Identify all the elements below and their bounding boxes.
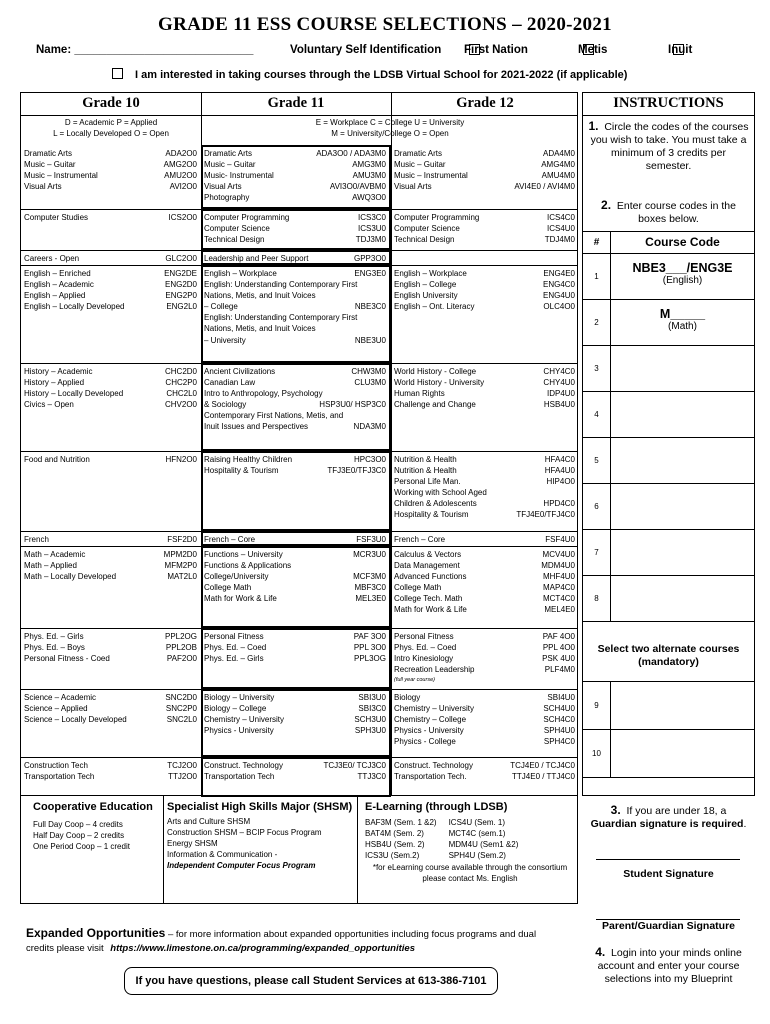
course-option[interactable]: Working with School Aged	[394, 488, 487, 498]
course-code-row[interactable]	[583, 392, 754, 438]
course-option[interactable]: Math for Work & Life MEL3E0	[204, 594, 386, 604]
course-option[interactable]: Data Management MDM4U0	[394, 561, 575, 571]
grade-11-courses	[204, 366, 386, 433]
course-option[interactable]: Functions & Applications	[204, 561, 292, 571]
course-option[interactable]: Music – Guitar AMG4M0	[394, 160, 575, 170]
course-option[interactable]: Contemporary First Nations, Metis, and	[204, 411, 344, 421]
alternate-course-input[interactable]	[611, 730, 754, 777]
alternate-courses-label: Select two alternate courses (mandatory)	[597, 643, 740, 668]
course-option[interactable]: Personal Life Man. HIP4O0	[394, 477, 575, 487]
course-option[interactable]: College Math MAP4C0	[394, 583, 575, 593]
student-services-box: If you have questions, please call Student Services at 613-386-7101	[124, 967, 498, 995]
inuit-checkbox[interactable]	[673, 44, 684, 55]
grade-12-header: Grade 12	[456, 95, 514, 111]
step-1: 1. Circle the codes of the courses you wish to take. You must take a minimum of 3 credits per semester.	[588, 119, 749, 172]
course-option[interactable]: French – Core FSF3U0	[204, 535, 386, 544]
grade-12-courses	[394, 212, 575, 245]
course-option[interactable]: English – Locally Developed ENG2L0	[24, 302, 197, 312]
course-option[interactable]: History – Academic CHC2D0	[24, 367, 197, 376]
grade-10-courses	[24, 268, 197, 312]
course-option[interactable]: Computer Programming ICS3C0	[204, 213, 386, 222]
course-option[interactable]: Technical Design TDJ3M0	[204, 235, 386, 245]
course-option[interactable]: English – Enriched ENG2DE	[24, 269, 197, 278]
parent-signature-label: Parent/Guardian Signature	[601, 920, 736, 932]
program-item: ICS4U (Sem. 1)	[448, 818, 506, 827]
elearning-section: E-Learning (through LDSB) BAF3M (Sem. 1 &2) BAT4M (Sem. 2) HSB4U (Sem. 2) ICS3U (Sem.2) ICS4U (Sem. 1) MCT4C (sem.1) MDM4U (Sem1 &2) SPH4U (Sem.2) *for eLearning course available through the consortium please contact Ms. English	[365, 801, 568, 883]
expanded-opportunities-link[interactable]: https://www.limestone.on.ca/programming/expanded_opportunities	[110, 943, 415, 954]
course-option[interactable]: English: Understanding Contemporary First	[204, 280, 358, 290]
program-item: SPH4U (Sem.2)	[448, 851, 506, 860]
course-code-input[interactable]	[611, 576, 754, 621]
course-code-row[interactable]	[583, 346, 754, 392]
course-code-input[interactable]	[611, 392, 754, 437]
course-option[interactable]: Physics - University SPH4U0	[394, 726, 575, 736]
course-option[interactable]: English – Workplace ENG3E0	[204, 269, 386, 278]
program-item: Energy SHSM	[167, 839, 218, 848]
course-option[interactable]: Nutrition & Health HFA4U0	[394, 466, 575, 476]
row-number: 9	[583, 682, 611, 729]
course-option[interactable]: Chemistry – College SCH4C0	[394, 715, 575, 725]
program-item: Construction SHSM – BCIP Focus Program	[167, 828, 322, 837]
course-option[interactable]: Civics – Open CHV2O0	[24, 400, 197, 410]
course-option[interactable]: Visual Arts AVI3O0/AVBM0	[204, 182, 386, 192]
course-option[interactable]: Physics - College SPH4C0	[394, 737, 575, 747]
grade-12-courses	[394, 534, 575, 545]
instructions-header: INSTRUCTIONS	[613, 95, 724, 111]
grade-11-courses	[204, 454, 386, 476]
metis-checkbox[interactable]	[583, 44, 594, 55]
course-option[interactable]: College Math MBF3C0	[204, 583, 386, 593]
course-option[interactable]: French – Core FSF4U0	[394, 535, 575, 544]
course-option[interactable]: Recreation Leadership PLF4M0	[394, 665, 575, 675]
course-option[interactable]: Leadership and Peer Support GPP3O0	[204, 254, 386, 263]
course-option[interactable]: Math – Applied MFM2P0	[24, 561, 197, 571]
coop-section: Cooperative Education Full Day Coop – 4 credits Half Day Coop – 2 credits One Period Coop – 1 credit	[33, 801, 153, 851]
course-option[interactable]: Intro to Anthropology, Psychology	[204, 389, 323, 399]
grade-11-header: Grade 11	[267, 95, 325, 111]
course-option[interactable]: Biology SBI4U0	[394, 693, 575, 702]
step-3: 3. If you are under 18, a Guardian signature is required.	[590, 803, 747, 830]
course-option[interactable]: English – Academic ENG2D0	[24, 280, 197, 290]
course-option[interactable]: Technical Design TDJ4M0	[394, 235, 575, 245]
course-option[interactable]: Hospitality & Tourism TFJ3E0/TFJ3C0	[204, 466, 386, 476]
program-item: Independent Computer Focus Program	[167, 861, 316, 870]
program-item: Full Day Coop – 4 credits	[33, 820, 123, 829]
row-number: 8	[583, 576, 611, 621]
course-option[interactable]: Food and Nutrition HFN2O0	[24, 455, 197, 464]
course-option[interactable]: English: Understanding Contemporary First	[204, 313, 358, 323]
first-nation-checkbox[interactable]	[469, 44, 480, 55]
course-option[interactable]: Dramatic Arts ADA4M0	[394, 149, 575, 158]
course-option[interactable]: Music – Guitar AMG2O0	[24, 160, 197, 170]
course-code-input[interactable]	[611, 346, 754, 391]
course-option[interactable]: Transportation Tech TTJ2O0	[24, 772, 197, 782]
row-number: 5	[583, 438, 611, 483]
course-option[interactable]: Science – Applied SNC2P0	[24, 704, 197, 714]
grade-12-courses	[394, 366, 575, 410]
course-option[interactable]: History – Applied CHC2P0	[24, 378, 197, 388]
step-4: 4. Login into your minds online account and enter your course selections into my Blueprint	[595, 945, 742, 985]
alternate-course-row[interactable]	[583, 682, 754, 730]
course-code-row[interactable]	[583, 576, 754, 622]
student-signature-line[interactable]	[596, 840, 740, 860]
course-option[interactable]: Dramatic Arts ADA3O0 / ADA3M0	[204, 149, 386, 158]
course-option[interactable]: Construction Tech TCJ2O0	[24, 761, 197, 770]
course-option[interactable]: Chemistry – University SCH4U0	[394, 704, 575, 714]
grade-10-courses	[24, 454, 197, 465]
grade-11-courses	[204, 253, 386, 264]
row-number: 6	[583, 484, 611, 529]
course-option[interactable]: Careers - Open GLC2O0	[24, 254, 197, 263]
course-option[interactable]: Photography AWQ3O0	[204, 193, 386, 203]
grade-12-courses	[394, 148, 575, 192]
course-option[interactable]: World History - College CHY4C0	[394, 367, 575, 376]
grade-10-courses	[24, 631, 197, 664]
course-option[interactable]: Computer Programming ICS4C0	[394, 213, 575, 222]
grade-11-legend: E = Workplace C = College U = University M = University/College O = Open	[315, 118, 465, 138]
programs-box	[20, 796, 578, 904]
course-code-row[interactable]	[583, 300, 754, 346]
course-option[interactable]: Nations, Metis, and Inuit Voices	[204, 291, 316, 301]
course-option[interactable]: Phys. Ed. – Coed PPL 3O0	[204, 643, 386, 653]
alternate-course-table	[583, 681, 754, 758]
course-option[interactable]: Canadian Law CLU3M0	[204, 378, 386, 388]
row-number: 7	[583, 530, 611, 575]
course-option[interactable]: English University ENG4U0	[394, 291, 575, 301]
course-option[interactable]: Personal Fitness - Coed PAF2O0	[24, 654, 197, 664]
course-option[interactable]: Ancient Civilizations CHW3M0	[204, 367, 386, 376]
course-option[interactable]: Science – Locally Developed SNC2L0	[24, 715, 197, 725]
program-item: MDM4U (Sem1 &2)	[448, 840, 519, 849]
grade-10-courses	[24, 549, 197, 582]
grade-10-courses	[24, 534, 197, 545]
course-note: (full year course)	[394, 677, 435, 684]
course-option[interactable]: Phys. Ed. – Girls PPL2OG	[24, 632, 197, 641]
course-code-input[interactable]	[611, 484, 754, 529]
course-option[interactable]: Science – Academic SNC2D0	[24, 693, 197, 702]
course-option[interactable]: Music – Instrumental AMU2O0	[24, 171, 197, 181]
student-signature-label: Student Signature	[623, 868, 714, 880]
grade-12-courses	[394, 268, 575, 312]
course-option[interactable]: Children & Adolescents HPD4C0	[394, 499, 575, 509]
grade-11-courses	[204, 534, 386, 545]
course-option[interactable]: College Tech. Math MCT4C0	[394, 594, 575, 604]
course-option[interactable]: Computer Science ICS4U0	[394, 224, 575, 234]
course-option[interactable]: Math for Work & Life MEL4E0	[394, 605, 575, 615]
course-code-table	[583, 231, 754, 603]
course-option[interactable]: History – Locally Developed CHC2L0	[24, 389, 197, 399]
step-2: 2. Enter course codes in the boxes below.	[601, 198, 736, 225]
course-option[interactable]: World History - University CHY4U0	[394, 378, 575, 388]
course-option[interactable]: Transportation Tech. TTJ4E0 / TTJ4C0	[394, 772, 575, 782]
course-option[interactable]: College/University MCF3M0	[204, 572, 386, 582]
course-option[interactable]: Music- Instrumental AMU3M0	[204, 171, 386, 181]
course-option[interactable]: Computer Science ICS3U0	[204, 224, 386, 234]
row-number: 3	[583, 346, 611, 391]
grade-10-courses	[24, 760, 197, 782]
course-option[interactable]: Calculus & Vectors MCV4U0	[394, 550, 575, 559]
grade-10-header: Grade 10	[82, 95, 140, 111]
page-title: GRADE 11 ESS COURSE SELECTIONS – 2020-2021	[158, 14, 612, 35]
course-code-input[interactable]: M_____ (Math)	[659, 307, 706, 332]
course-option[interactable]: Dramatic Arts ADA2O0	[24, 149, 197, 158]
grade-10-courses	[24, 148, 197, 192]
program-item: Information & Communication -	[167, 850, 278, 859]
name-field[interactable]: Name: ____________________________	[36, 44, 254, 56]
course-option[interactable]: Computer Studies ICS2O0	[24, 213, 197, 222]
grade-10-legend: D = Academic P = Applied L = Locally Developed O = Open	[53, 118, 169, 138]
course-option[interactable]: Phys. Ed. – Boys PPL2OB	[24, 643, 197, 653]
course-code-input[interactable]	[611, 438, 754, 483]
row-number: 1	[583, 254, 611, 299]
virtual-school-checkbox[interactable]	[112, 68, 123, 79]
course-option[interactable]: Nations, Metis, and Inuit Voices	[204, 324, 316, 334]
grade-12-courses	[394, 454, 575, 521]
program-item: Arts and Culture SHSM	[167, 817, 251, 826]
course-option[interactable]: & Sociology HSP3U0/ HSP3C0	[204, 400, 386, 410]
course-option[interactable]: Hospitality & Tourism TFJ4E0/TFJ4C0	[394, 510, 575, 520]
grade-11-courses	[204, 549, 386, 604]
course-code-row[interactable]	[583, 438, 754, 484]
grade-11-courses	[204, 268, 386, 346]
parent-signature-line[interactable]	[596, 900, 740, 920]
signature-panel	[582, 796, 755, 1014]
course-option[interactable]: Intro Kinesiology PSK 4U0	[394, 654, 575, 664]
course-option[interactable]: Chemistry – University SCH3U0	[204, 715, 386, 725]
alternate-course-input[interactable]	[611, 682, 754, 729]
course-option[interactable]: – College NBE3C0	[204, 302, 386, 312]
row-number: 2	[583, 300, 611, 345]
course-option[interactable]: Biology – College SBI3C0	[204, 704, 386, 714]
course-option[interactable]: French FSF2D0	[24, 535, 197, 544]
grade-10-courses	[24, 212, 197, 223]
grade-10-courses	[24, 366, 197, 410]
program-item: One Period Coop – 1 credit	[33, 842, 130, 851]
grade-10-courses	[24, 253, 197, 264]
grade-11-courses	[204, 692, 386, 736]
course-option[interactable]: English – Ont. Literacy OLC4O0	[394, 302, 575, 312]
course-code-header: # Course Code	[583, 232, 754, 254]
course-option[interactable]: Inuit Issues and Perspectives NDA3M0	[204, 422, 386, 432]
course-option[interactable]: Personal Fitness PAF 3O0	[204, 632, 386, 641]
program-item: HSB4U (Sem. 2)	[365, 840, 425, 849]
voluntary-label: Voluntary Self Identification	[290, 44, 442, 56]
program-item: ICS3U (Sem.2)	[365, 851, 420, 860]
grade-11-courses	[204, 212, 386, 245]
course-option[interactable]: Human Rights IDP4U0	[394, 389, 575, 399]
program-item: MCT4C (sem.1)	[448, 829, 506, 838]
grade-11-courses	[204, 760, 386, 782]
grade-12-courses	[394, 760, 575, 782]
program-item: BAT4M (Sem. 2)	[365, 829, 424, 838]
row-number: 10	[583, 730, 611, 777]
course-code-input[interactable]	[611, 530, 754, 575]
course-option[interactable]: Advanced Functions MHF4U0	[394, 572, 575, 582]
course-option[interactable]: Biology – University SBI3U0	[204, 693, 386, 702]
expanded-opportunities: Expanded Opportunities – for more information about expanded opportunities including focus programs and dual credits please visit https://www.limestone.on.ca/programming/expanded_opportunities	[26, 926, 537, 954]
course-option[interactable]: Visual Arts AVI4E0 / AVI4M0	[394, 182, 575, 192]
course-option[interactable]: Transportation Tech TTJ3C0	[204, 772, 386, 782]
course-option[interactable]: – University NBE3U0	[204, 335, 386, 345]
course-option[interactable]: Math – Locally Developed MAT2L0	[24, 572, 197, 582]
course-code-row[interactable]	[583, 530, 754, 576]
course-option[interactable]: Visual Arts AVI2O0	[24, 182, 197, 192]
shsm-section: Specialist High Skills Major (SHSM) Arts and Culture SHSM Construction SHSM – BCIP Focus Program Energy SHSM Information & Communication - Independent Computer Focus Program	[167, 801, 353, 870]
grade-11-courses	[204, 631, 386, 664]
course-option[interactable]: Functions – University MCR3U0	[204, 550, 386, 559]
course-option[interactable]: English – College ENG4C0	[394, 280, 575, 290]
course-option[interactable]: Physics - University SPH3U0	[204, 726, 386, 736]
row-number: 4	[583, 392, 611, 437]
grade-12-courses	[394, 549, 575, 616]
alternate-course-row[interactable]	[583, 730, 754, 778]
course-code-input[interactable]: NBE3___/ENG3E (English)	[632, 261, 733, 286]
course-code-row[interactable]	[583, 254, 754, 300]
course-option[interactable]: Nutrition & Health HFA4C0	[394, 455, 575, 464]
instructions-panel	[582, 92, 755, 796]
course-grid	[20, 92, 578, 796]
course-option[interactable]: Personal Fitness PAF 4O0	[394, 632, 575, 641]
grade-10-courses	[24, 692, 197, 725]
course-option[interactable]: Phys. Ed. – Coed PPL 4O0	[394, 643, 575, 653]
program-item: Half Day Coop – 2 credits	[33, 831, 125, 840]
grade-12-courses	[394, 692, 575, 747]
course-option[interactable]: Music – Instrumental AMU4M0	[394, 171, 575, 181]
course-option[interactable]: English – Applied ENG2P0	[24, 291, 197, 301]
course-option[interactable]: Construct. Technology TCJ3E0/ TCJ3C0	[204, 761, 386, 770]
course-option[interactable]: Phys. Ed. – Girls PPL3OG	[204, 654, 386, 664]
grade-11-courses	[204, 148, 386, 203]
course-option[interactable]: Construct. Technology TCJ4E0 / TCJ4C0	[394, 761, 575, 770]
course-option[interactable]: Math – Academic MPM2D0	[24, 550, 197, 559]
course-option[interactable]: Raising Healthy Children HPC3O0	[204, 455, 386, 464]
course-option[interactable]: English – Workplace ENG4E0	[394, 269, 575, 278]
program-item: BAF3M (Sem. 1 &2)	[365, 818, 437, 827]
course-code-row[interactable]	[583, 484, 754, 530]
course-option[interactable]: Music – Guitar AMG3M0	[204, 160, 386, 170]
virtual-school-row: I am interested in taking courses through the LDSB Virtual School for 2021-2022 (if applicable)	[112, 68, 627, 81]
course-option[interactable]: Challenge and Change HSB4U0	[394, 400, 575, 410]
grade-12-courses	[394, 631, 575, 686]
